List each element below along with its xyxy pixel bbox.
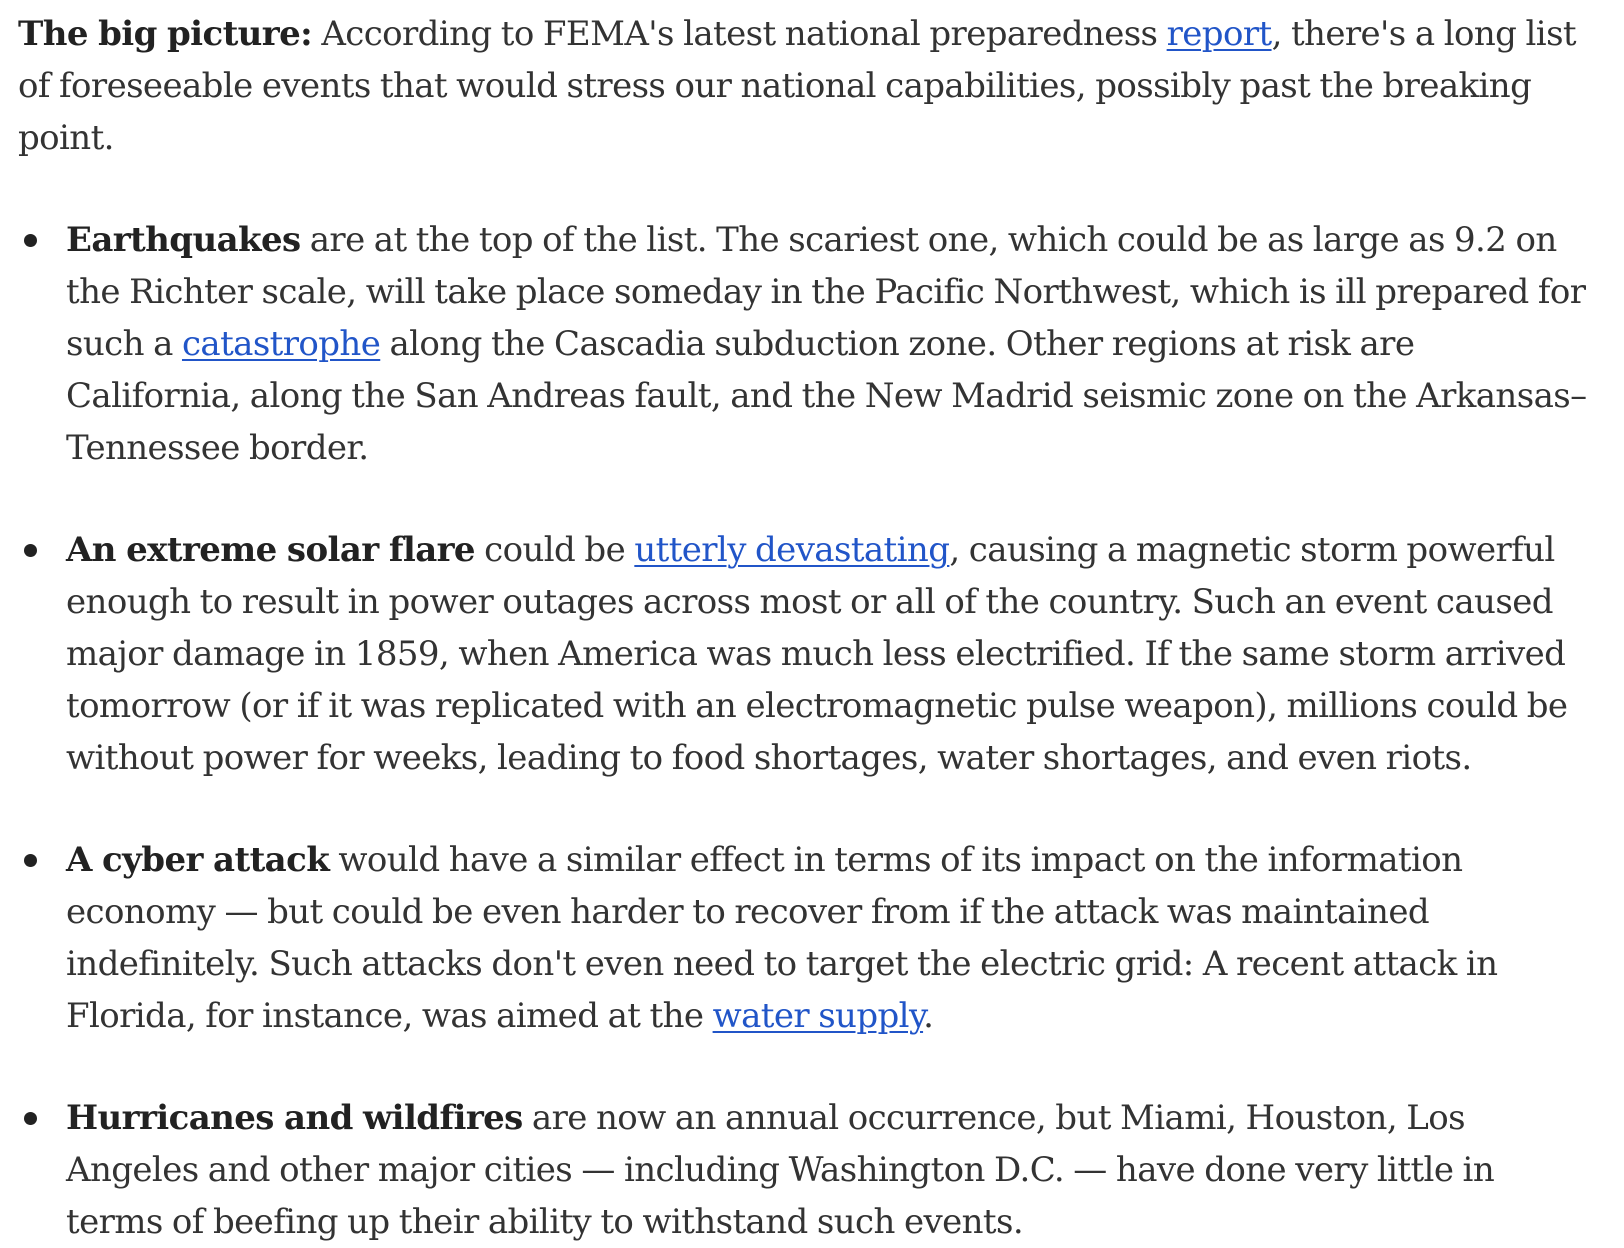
risk-list [18,214,1598,1248]
intro-lead: The big picture: [18,14,313,54]
list-item-earthquakes [18,214,1598,474]
water-supply-link[interactable]: water supply [712,996,924,1036]
bullet-lead: Earthquakes [66,220,301,260]
intro-text-before-link: According to FEMA's latest national preparedness [312,14,1167,54]
intro-text-after-link: , there's a long list of foreseeable events that would stress our national capabilities, possibly past the breaking point. [18,14,1576,158]
bullet-lead: An extreme solar flare [66,530,475,570]
intro-paragraph [18,8,1598,164]
bullet-text-before-link: would have a similar effect in terms of its impact on the information economy — but could be even harder to recover from if the attack was maintained indefinitely. Such attacks don't even need to target the electric grid: A recent attack in Florida, for instance, was aimed at the [66,840,1498,1036]
bullet-dot-icon [24,234,37,247]
catastrophe-link[interactable]: catastrophe [181,324,381,364]
list-item-cyber-attack [18,834,1598,1042]
bullet-text-after-link: . [923,996,934,1036]
article-body [18,8,1598,1248]
bullet-text-after-link: along the Cascadia subduction zone. Other regions at risk are California, along the San Andreas fault, and the New Madrid seismic zone on the Arkansas–Tennessee border. [66,324,1587,468]
bullet-text-after-link: , causing a magnetic storm powerful enough to result in power outages across most or all of the country. Such an event caused major damage in 1859, when America was much less electrified. If the same storm arrived tomorrow (or if it was replicated with an electromagnetic pulse weapon), millions could be without power for weeks, leading to food shortages, water shortages, and even riots. [66,530,1568,778]
bullet-dot-icon [24,1112,37,1125]
bullet-text: are now an annual occurrence, but Miami, Houston, Los Angeles and other major cities — including Washington D.C. — have done very little in terms of beefing up their ability to withstand such events. [66,1098,1495,1242]
bullet-dot-icon [24,854,37,867]
bullet-text-before-link: are at the top of the list. The scariest one, which could be as large as 9.2 on the Richter scale, will take place someday in the Pacific Northwest, which is ill prepared for such a [66,220,1586,364]
bullet-lead: A cyber attack [66,840,330,880]
bullet-text-before-link: could be [474,530,635,570]
utterly-devastating-link[interactable]: utterly devastating [634,530,950,570]
bullet-dot-icon [24,544,37,557]
list-item-hurricanes-wildfires [18,1092,1598,1248]
bullet-lead: Hurricanes and wildfires [66,1098,523,1138]
report-link[interactable]: report [1166,14,1272,54]
list-item-solar-flare [18,524,1598,784]
